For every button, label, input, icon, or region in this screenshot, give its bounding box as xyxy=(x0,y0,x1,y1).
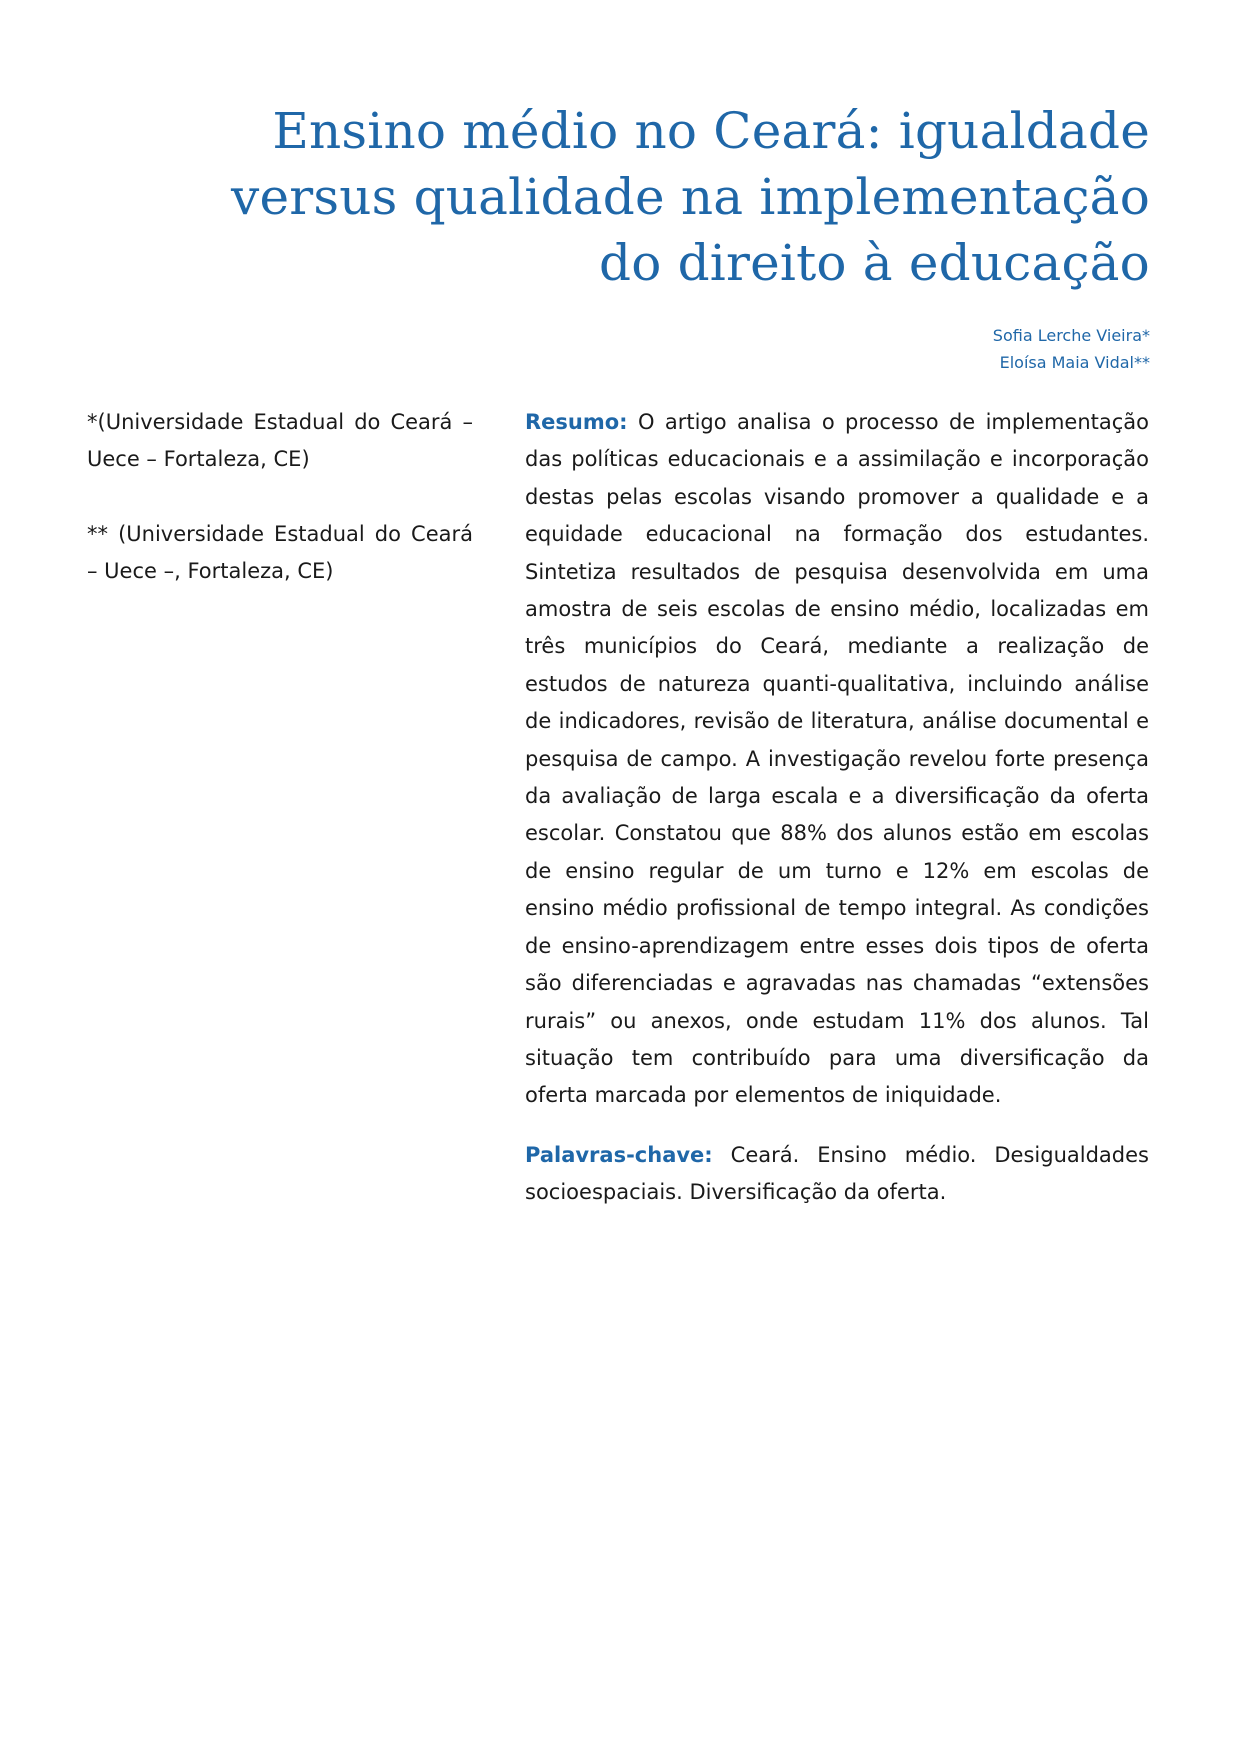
title-line-2: versus qualidade na implementação xyxy=(231,168,1150,226)
title-line-3: do direito à educação xyxy=(598,234,1150,292)
keywords-label: Palavras-chave: xyxy=(525,1142,713,1167)
author-name: Sofia Lerche Vieira* xyxy=(992,326,1150,345)
affiliation-note: ** (Universidade Estadual do Ceará – Uece –, Fortaleza, CE) xyxy=(87,521,473,584)
author-name: Eloísa Maia Vidal** xyxy=(999,353,1150,372)
abstract-text: O artigo analisa o processo de implementação das políticas educacionais e a assimilação e incorporação destas pelas escolas visando promover a qualidade e a equidade educacional na formação dos estudantes. Sintetiza resultados de pesquisa desenvolvida em uma amostra de seis escolas de ensino médio, localizadas em três municípios do Ceará, mediante a realização de estudos de natureza quanti-qualitativa, incluindo análise de indicadores, revisão de literatura, análise documental e pesquisa de campo. A investigação revelou forte presença da avaliação de larga escala e a diversificação da oferta escolar. Constatou que 88% dos alunos estão em escolas de ensino regular de um turno e 12% em escolas de ensino médio profissional de tempo integral. As condições de ensino-aprendizagem entre esses dois tipos de oferta são diferenciadas e agravadas nas chamadas “extensões rurais” ou anexos, onde estudam 11% dos alunos. Tal situação tem contribuído para uma diversificação da oferta marcada por elementos de iniquidade. xyxy=(525,410,1149,1108)
title-line-1: Ensino médio no Ceará: igualdade xyxy=(272,102,1150,160)
affiliation-note: *(Universidade Estadual do Ceará – Uece – Fortaleza, CE) xyxy=(87,410,473,472)
keywords-text: Ceará. Ensino médio. Desigualdades socioespaciais. Diversificação da oferta. xyxy=(525,1142,1149,1205)
affiliations-column xyxy=(87,404,473,628)
abstract-label: Resumo: xyxy=(525,410,628,434)
author-list xyxy=(993,322,1150,376)
abstract-paragraph xyxy=(525,404,1149,1115)
abstract-column xyxy=(525,404,1149,1212)
keywords-paragraph xyxy=(525,1137,1149,1212)
article-title xyxy=(150,98,1150,296)
